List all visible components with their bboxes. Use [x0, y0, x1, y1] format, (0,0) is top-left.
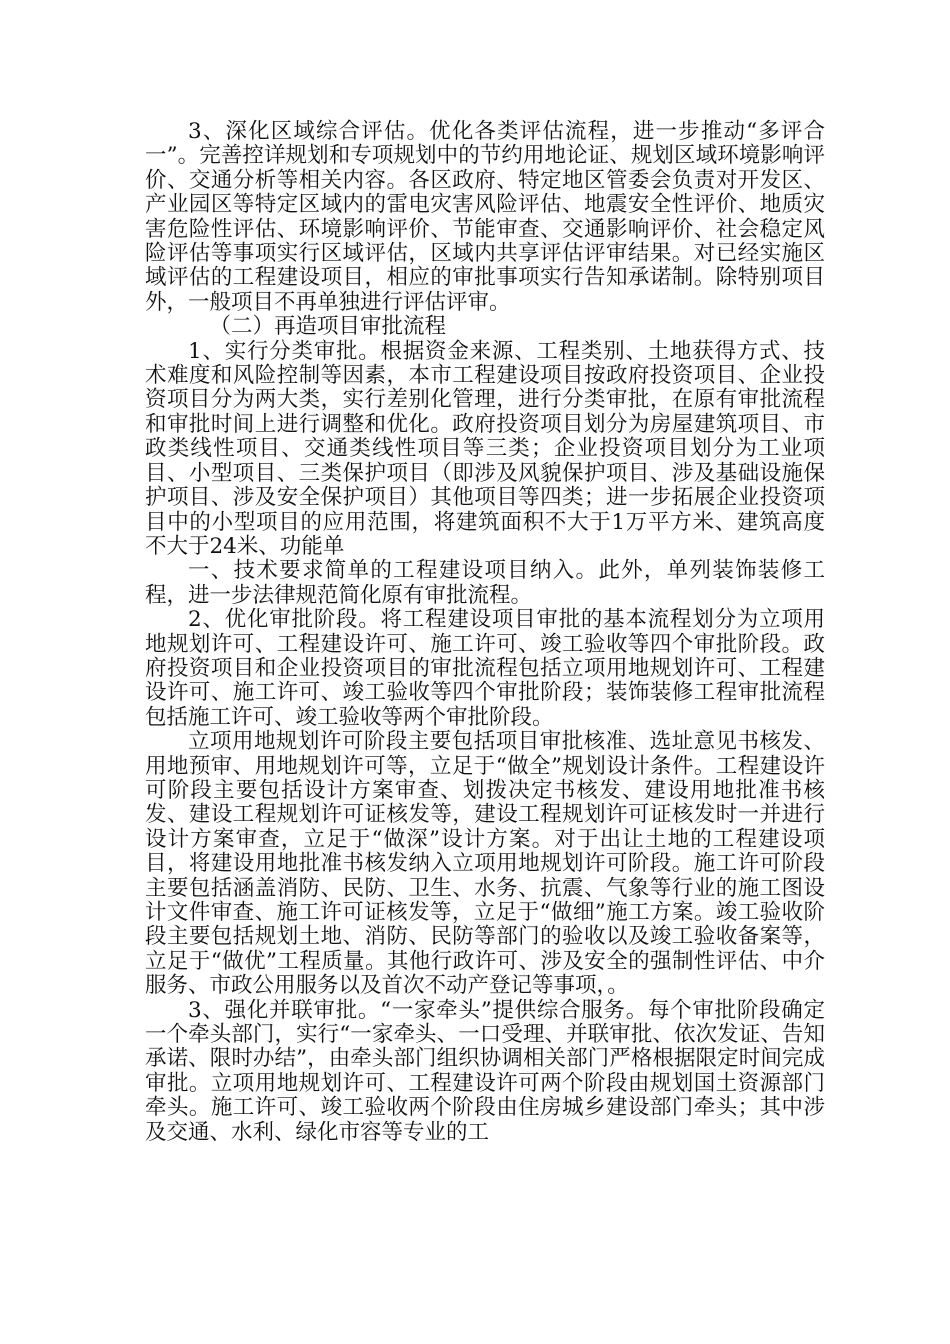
section-heading-approval-process: （二）再造项目审批流程: [209, 314, 447, 340]
paragraph-optimize-stages: 2、优化审批阶段。将工程建设项目审批的基本流程划分为立项用地规划许可、工程建设许可、施工许可、竣工验收等四个审批阶段。政府投资项目和企业投资项目的审批流程包括立项用地规划许可、工程建设许可、施工许可、竣工验收等四个审批阶段；装饰装修工程审批流程包括施工许可、竣工验收等两个审批阶段。: [145, 607, 825, 730]
paragraph-regional-evaluation: 3、深化区域综合评估。优化各类评估流程，进一步推动“多评合一”。完善控详规划和专项规划中的节约用地论证、规划区域环境影响评价、交通分析等相关内容。各区政府、特定地区管委会负责对开发区、产业园区等特定区域内的雷电灾害风险评估、地震安全性评价、地质灾害危险性评估、环境影响评价、节能审查、交通影响评价、社会稳定风险评估等事项实行区域评估，区域内共享评估评审结果。对已经实施区域评估的工程建设项目，相应的审批事项实行告知承诺制。除特别项目外，一般项目不再单独进行评估评审。: [145, 119, 825, 315]
paragraph-parallel-approval: 3、强化并联审批。“一家牵头”提供综合服务。每个审批阶段确定一个牵头部门，实行“一家牵头、一口受理、并联审批、依次发证、告知承诺、限时办结”，由牵头部门组织协调相关部门严格根据限定时间完成审批。立项用地规划许可、工程建设许可两个阶段由规划国土资源部门牵头。施工许可、竣工验收两个阶段由住房城乡建设部门牵头；其中涉及交通、水利、绿化市容等专业的工: [145, 997, 825, 1145]
paragraph-stage-details: 立项用地规划许可阶段主要包括项目审批核准、选址意见书核发、用地预审、用地规划许可等，立足于“做全”规划设计条件。工程建设许可阶段主要包括设计方案审查、划拨决定书核发、建设用地批准书核发、建设工程规划许可证核发等，建设工程规划许可证核发时一并进行设计方案审查，立足于“做深”设计方案。对于出让土地的工程建设项目，将建设用地批准书核发纳入立项用地规划许可阶段。施工许可阶段主要包括涵盖消防、民防、卫生、水务、抗震、气象等行业的施工图设计文件审查、施工许可证核发等，立足于“做细”施工方案。竣工验收阶段主要包括规划土地、消防、民防等部门的验收以及竣工验收备案等，立足于“做优”工程质量。其他行政许可、涉及安全的强制性评估、中介服务、市政公用服务以及首次不动产登记等事项，。: [145, 729, 825, 999]
document-body: [145, 120, 825, 1145]
paragraph-technical-requirements: 一、技术要求简单的工程建设项目纳入。此外，单列装饰装修工程，进一步法律规范简化原有审批流程。: [145, 558, 825, 608]
paragraph-classified-approval: 1、实行分类审批。根据资金来源、工程类别、土地获得方式、技术难度和风险控制等因素，本市工程建设项目按政府投资项目、企业投资项目分为两大类，实行差别化管理，进行分类审批，在原有审批流程和审批时间上进行调整和优化。政府投资项目划分为房屋建筑项目、市政类线性项目、交通类线性项目等三类；企业投资项目划分为工业项目、小型项目、三类保护项目（即涉及风貌保护项目、涉及基础设施保护项目、涉及安全保护项目）其他项目等四类；进一步拓展企业投资项目中的小型项目的应用范围，将建筑面积不大于1万平方米、建筑高度不大于24米、功能单: [145, 338, 825, 559]
